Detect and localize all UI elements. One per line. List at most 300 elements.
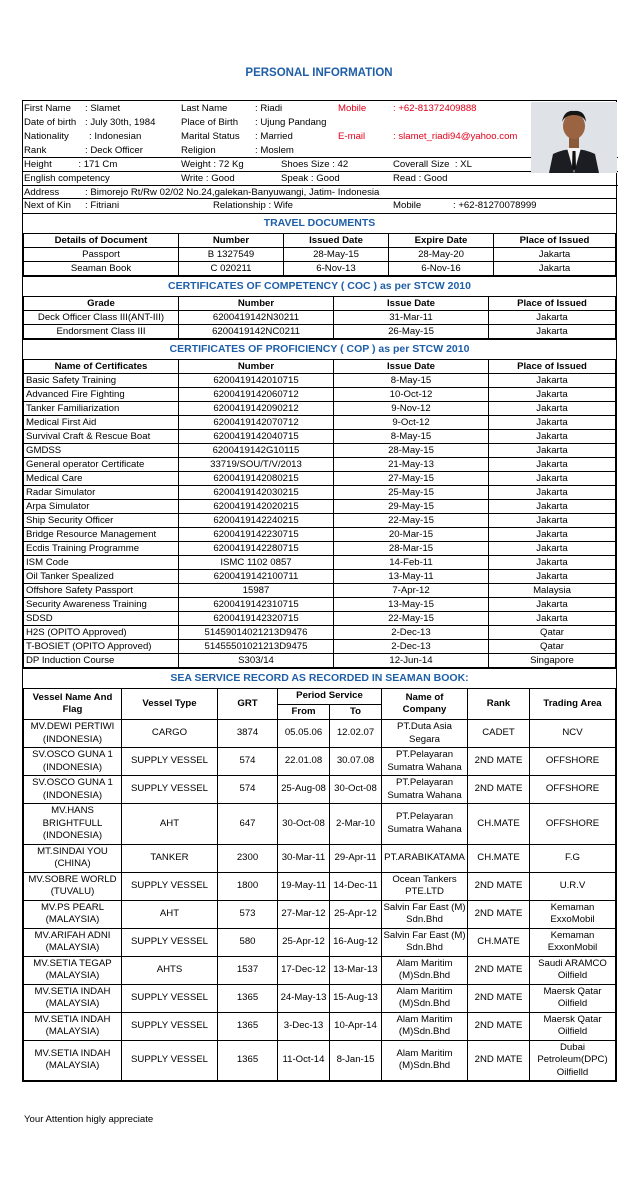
sea-cell: MV.ARIFAH ADNI (MALAYSIA) [24, 928, 122, 956]
cop-cell: Malaysia [489, 584, 616, 598]
pob-label: Place of Birth [181, 117, 239, 128]
sea-cell: 2ND MATE [468, 872, 530, 900]
cop-cell: 6200419142280715 [179, 542, 334, 556]
cop-cell: Medical Care [24, 472, 179, 486]
last-name-value: : Riadi [255, 103, 283, 114]
cop-cell: T-BOSIET (OPITO Approved) [24, 640, 179, 654]
sea-cell: Kemaman ExxoMobil [530, 900, 616, 928]
sea-cell: OFFSHORE [530, 748, 616, 776]
sea-cell: 25-Aug-08 [278, 776, 330, 804]
travel-cell: B 1327549 [179, 248, 284, 262]
sea-cell: 1365 [218, 1012, 278, 1040]
coc-col-number: Number [179, 297, 334, 311]
cop-cell: Jakarta [489, 528, 616, 542]
sea-cell: 2ND MATE [468, 984, 530, 1012]
sea-cell: 574 [218, 748, 278, 776]
cop-cell: H2S (OPITO Approved) [24, 626, 179, 640]
cop-cell: 6200419142020215 [179, 500, 334, 514]
sea-row [24, 1040, 616, 1081]
coc-heading: CERTIFICATES OF COMPETENCY ( COC ) as per STCW 2010 [168, 280, 471, 292]
cop-cell: Jakarta [489, 612, 616, 626]
coc-col-place: Place of Issued [489, 297, 616, 311]
cop-cell: 2-Dec-13 [334, 640, 489, 654]
sea-cell: 3874 [218, 720, 278, 748]
coverall-value: Coverall Size : XL [393, 159, 472, 170]
coc-col-date: Issue Date [334, 297, 489, 311]
sea-row [24, 1012, 616, 1040]
sea-heading: SEA SERVICE RECORD AS RECORDED IN SEAMAN BOOK: [170, 672, 469, 684]
sea-cell: 2ND MATE [468, 900, 530, 928]
sea-row [24, 956, 616, 984]
cop-cell: 6200419142080215 [179, 472, 334, 486]
sea-cell: 17-Dec-12 [278, 956, 330, 984]
cop-cell: Jakarta [489, 374, 616, 388]
cop-cell: Medical First Aid [24, 416, 179, 430]
sea-cell: 8-Jan-15 [330, 1040, 382, 1081]
sea-cell: PT.Pelayaran Sumatra Wahana [382, 776, 468, 804]
sea-cell: MV.SETIA INDAH (MALAYSIA) [24, 1040, 122, 1081]
sea-cell: Salvin Far East (M) Sdn.Bhd [382, 928, 468, 956]
travel-cell: C 020211 [179, 262, 284, 276]
sea-cell: 15-Aug-13 [330, 984, 382, 1012]
sea-cell: 1800 [218, 872, 278, 900]
cop-cell: Jakarta [489, 598, 616, 612]
cop-row [24, 584, 616, 598]
sea-cell: Saudi ARAMCO Oilfield [530, 956, 616, 984]
sea-cell: PT.Pelayaran Sumatra Wahana [382, 748, 468, 776]
travel-col-details: Details of Document [24, 234, 179, 248]
cop-row [24, 486, 616, 500]
cop-row [24, 374, 616, 388]
coc-row [24, 311, 616, 325]
nationality-value: : Indonesian [89, 131, 142, 142]
sea-cell: 19-May-11 [278, 872, 330, 900]
sea-cell: 27-Mar-12 [278, 900, 330, 928]
cop-cell: Jakarta [489, 388, 616, 402]
sea-cell: 16-Aug-12 [330, 928, 382, 956]
sea-table [23, 688, 616, 1081]
row-next-of-kin [22, 199, 617, 214]
sea-cell: MV.DEWI PERTIWI (INDONESIA) [24, 720, 122, 748]
address-value: : Bimorejo Rt/Rw 02/02 No.24,galekan-Banyuwangi, Jatim- Indonesia [85, 187, 380, 198]
sea-cell: Kemaman ExxonMobil [530, 928, 616, 956]
cop-cell: ISM Code [24, 556, 179, 570]
cop-cell: Radar Simulator [24, 486, 179, 500]
sea-cell: AHT [122, 900, 218, 928]
write-value: Write : Good [181, 173, 235, 184]
speak-value: Speak : Good [281, 173, 340, 184]
cop-cell: GMDSS [24, 444, 179, 458]
sea-cell: 14-Dec-11 [330, 872, 382, 900]
sea-cell: Salvin Far East (M) Sdn.Bhd [382, 900, 468, 928]
cop-cell: Jakarta [489, 416, 616, 430]
sea-cell: MV.SETIA INDAH (MALAYSIA) [24, 1012, 122, 1040]
dob-value: : July 30th, 1984 [85, 117, 156, 128]
sea-cell: 2ND MATE [468, 776, 530, 804]
sea-cell: SUPPLY VESSEL [122, 776, 218, 804]
cop-row [24, 598, 616, 612]
coc-cell: 6200419142N30211 [179, 311, 334, 325]
sea-cell: 2ND MATE [468, 956, 530, 984]
cop-col-name: Name of Certificates [24, 360, 179, 374]
cop-header-row [24, 360, 616, 374]
travel-row [24, 262, 616, 276]
cop-cell: Jakarta [489, 486, 616, 500]
travel-cell: 6-Nov-16 [389, 262, 494, 276]
sea-cell: U.R.V [530, 872, 616, 900]
cop-cell: 9-Oct-12 [334, 416, 489, 430]
sea-cell: MV.SOBRE WORLD (TUVALU) [24, 872, 122, 900]
kin-label: Next of Kin [24, 200, 71, 211]
sea-cell: Dubai Petroleum(DPC) Oilfielld [530, 1040, 616, 1081]
rank-label: Rank [24, 145, 47, 156]
coc-col-grade: Grade [24, 297, 179, 311]
cop-cell: 27-May-15 [334, 472, 489, 486]
weight-value: Weight : 72 Kg [181, 159, 244, 170]
cop-col-place: Place of Issued [489, 360, 616, 374]
sea-cell: 2300 [218, 844, 278, 872]
last-name-label: Last Name [181, 103, 228, 114]
cop-cell: 28-Mar-15 [334, 542, 489, 556]
cop-cell: 12-Jun-14 [334, 654, 489, 668]
cop-cell: 6200419142320715 [179, 612, 334, 626]
sea-cell: 25-Apr-12 [330, 900, 382, 928]
sea-row [24, 928, 616, 956]
cop-cell: 8-May-15 [334, 430, 489, 444]
sea-cell: 2ND MATE [468, 1012, 530, 1040]
cop-cell: 6200419142G10115 [179, 444, 334, 458]
sea-cell: 574 [218, 776, 278, 804]
sea-col-to: To [330, 704, 382, 720]
travel-cell: Passport [24, 248, 179, 262]
sea-row [24, 872, 616, 900]
cop-cell: 6200419142090212 [179, 402, 334, 416]
sea-cell: F.G [530, 844, 616, 872]
cop-cell: Qatar [489, 626, 616, 640]
pob-value: : Ujung Pandang [255, 117, 327, 128]
cop-cell: 6200419142040715 [179, 430, 334, 444]
coc-row [24, 325, 616, 339]
sea-cell: 30-Oct-08 [330, 776, 382, 804]
sea-cell: 29-Apr-11 [330, 844, 382, 872]
sea-row [24, 984, 616, 1012]
cop-cell: General operator Certificate [24, 458, 179, 472]
cop-cell: Jakarta [489, 570, 616, 584]
sea-cell: PT.Duta Asia Segara [382, 720, 468, 748]
sea-cell: 2ND MATE [468, 748, 530, 776]
sea-cell: MV.SETIA TEGAP (MALAYSIA) [24, 956, 122, 984]
cop-cell: Jakarta [489, 556, 616, 570]
cop-row [24, 556, 616, 570]
cop-cell: 6200419142010715 [179, 374, 334, 388]
cop-cell: 13-May-15 [334, 598, 489, 612]
sea-cell: SUPPLY VESSEL [122, 872, 218, 900]
mobile-label: Mobile [338, 103, 367, 114]
marital-value: : Married [255, 131, 293, 142]
sea-cell: NCV [530, 720, 616, 748]
sea-cell: 11-Oct-14 [278, 1040, 330, 1081]
coc-table [23, 296, 616, 339]
sea-cell: 24-May-13 [278, 984, 330, 1012]
travel-cell: 6-Nov-13 [284, 262, 389, 276]
cop-cell: 51455501021213D9475 [179, 640, 334, 654]
kin-mobile-value: : +62-81270078999 [453, 200, 537, 211]
shoes-value: Shoes Size : 42 [281, 159, 349, 170]
sea-cell: 10-Apr-14 [330, 1012, 382, 1040]
sea-cell: 22.01.08 [278, 748, 330, 776]
sea-cell: 2ND MATE [468, 1040, 530, 1081]
sea-cell: MV.SETIA INDAH (MALAYSIA) [24, 984, 122, 1012]
relationship-value: Relationship : Wife [213, 200, 293, 211]
cop-cell: 28-May-15 [334, 444, 489, 458]
mobile-value: : +62-81372409888 [393, 103, 477, 114]
cop-cell: 9-Nov-12 [334, 402, 489, 416]
sea-cell: AHT [122, 804, 218, 845]
sea-row [24, 900, 616, 928]
sea-cell: TANKER [122, 844, 218, 872]
cop-cell: 7-Apr-12 [334, 584, 489, 598]
travel-cell: 28-May-20 [389, 248, 494, 262]
coc-header-row [24, 297, 616, 311]
cop-row [24, 430, 616, 444]
coc-cell: Endorsment Class III [24, 325, 179, 339]
cop-col-date: Issue Date [334, 360, 489, 374]
cop-cell: 13-May-11 [334, 570, 489, 584]
cop-heading: CERTIFICATES OF PROFICIENCY ( COP ) as per STCW 2010 [169, 343, 470, 355]
cop-cell: ISMC 1102 0857 [179, 556, 334, 570]
cop-row [24, 612, 616, 626]
email-value[interactable]: : slamet_riadi94@yahoo.com [393, 131, 518, 142]
cop-cell: 6200419142060712 [179, 388, 334, 402]
cop-cell: 2-Dec-13 [334, 626, 489, 640]
cop-cell: Oil Tanker Spealized [24, 570, 179, 584]
travel-col-expire: Expire Date [389, 234, 494, 248]
sea-cell: MV.PS PEARL (MALAYSIA) [24, 900, 122, 928]
sea-cell: 2-Mar-10 [330, 804, 382, 845]
sea-cell: 1365 [218, 1040, 278, 1081]
sea-cell: MV.HANS BRIGHTFULL (INDONESIA) [24, 804, 122, 845]
sea-cell: Ocean Tankers PTE.LTD [382, 872, 468, 900]
cop-cell: 6200419142100711 [179, 570, 334, 584]
height-value: Height : 171 Cm [24, 159, 118, 170]
sea-cell: 580 [218, 928, 278, 956]
sea-row [24, 776, 616, 804]
cop-cell: Arpa Simulator [24, 500, 179, 514]
travel-cell: Seaman Book [24, 262, 179, 276]
cop-row [24, 626, 616, 640]
sea-header-row [24, 689, 616, 705]
sea-cell: 647 [218, 804, 278, 845]
cop-cell: DP Induction Course [24, 654, 179, 668]
religion-value: : Moslem [255, 145, 294, 156]
cop-cell: 6200419142030215 [179, 486, 334, 500]
sea-cell: Maersk Qatar Oilfield [530, 984, 616, 1012]
sea-col-rank: Rank [468, 689, 530, 720]
cop-cell: Ship Security Officer [24, 514, 179, 528]
english-label: English competency [24, 173, 110, 184]
cop-row [24, 472, 616, 486]
cop-cell: 6200419142230715 [179, 528, 334, 542]
coc-cell: 31-Mar-11 [334, 311, 489, 325]
cop-cell: Jakarta [489, 430, 616, 444]
sea-col-period: Period Service [278, 689, 382, 705]
sea-section [22, 669, 617, 1082]
cop-cell: 6200419142240215 [179, 514, 334, 528]
sea-cell: 1365 [218, 984, 278, 1012]
sea-col-area: Trading Area [530, 689, 616, 720]
cop-cell: 6200419142070712 [179, 416, 334, 430]
cop-cell: 20-Mar-15 [334, 528, 489, 542]
cop-cell: Survival Craft & Rescue Boat [24, 430, 179, 444]
page-title: PERSONAL INFORMATION [245, 67, 393, 79]
cop-cell: Offshore Safety Passport [24, 584, 179, 598]
cop-row [24, 388, 616, 402]
cop-cell: Ecdis Training Programme [24, 542, 179, 556]
cop-cell: 51459014021213D9476 [179, 626, 334, 640]
sea-cell: SV.OSCO GUNA 1 (INDONESIA) [24, 748, 122, 776]
travel-cell: 28-May-15 [284, 248, 389, 262]
sea-cell: 25-Apr-12 [278, 928, 330, 956]
cop-cell: Jakarta [489, 542, 616, 556]
sea-cell: 30-Mar-11 [278, 844, 330, 872]
sea-col-from: From [278, 704, 330, 720]
kin-value: : Fitriani [85, 200, 120, 211]
cop-cell: S303/14 [179, 654, 334, 668]
marital-label: Marital Status [181, 131, 240, 142]
cop-row [24, 500, 616, 514]
sea-cell: Alam Maritim (M)Sdn.Bhd [382, 956, 468, 984]
cop-cell: 6200419142310715 [179, 598, 334, 612]
dob-label: Date of birth [24, 117, 77, 128]
sea-col-company: Name of Company [382, 689, 468, 720]
cop-cell: Jakarta [489, 402, 616, 416]
sea-cell: 30.07.08 [330, 748, 382, 776]
travel-col-number: Number [179, 234, 284, 248]
sea-cell: 573 [218, 900, 278, 928]
coc-cell: 6200419142NC0211 [179, 325, 334, 339]
sea-cell: CARGO [122, 720, 218, 748]
sea-cell: CH.MATE [468, 844, 530, 872]
coc-section [22, 277, 617, 340]
cop-cell: 22-May-15 [334, 514, 489, 528]
coc-cell: 26-May-15 [334, 325, 489, 339]
first-name-value: : Slamet [85, 103, 121, 114]
cop-cell: 8-May-15 [334, 374, 489, 388]
cop-cell: 14-Feb-11 [334, 556, 489, 570]
travel-col-place: Place of Issued [494, 234, 616, 248]
sea-row [24, 804, 616, 845]
cop-row [24, 570, 616, 584]
sea-col-type: Vessel Type [122, 689, 218, 720]
cop-row [24, 444, 616, 458]
cop-row [24, 416, 616, 430]
address-label: Address [24, 187, 60, 198]
personal-info [22, 100, 617, 199]
nationality-label: Nationality [24, 131, 69, 142]
sea-cell: OFFSHORE [530, 804, 616, 845]
sea-cell: CADET [468, 720, 530, 748]
travel-row [24, 248, 616, 262]
cop-cell: Singapore [489, 654, 616, 668]
sea-cell: CH.MATE [468, 928, 530, 956]
sea-row [24, 720, 616, 748]
sea-col-grt: GRT [218, 689, 278, 720]
cop-table [23, 359, 616, 668]
profile-photo [531, 102, 617, 173]
cop-row [24, 654, 616, 668]
coc-cell: Jakarta [489, 311, 616, 325]
sea-cell: SV.OSCO GUNA 1 (INDONESIA) [24, 776, 122, 804]
sea-cell: Maersk Qatar Oilfield [530, 1012, 616, 1040]
sea-cell: PT.Pelayaran Sumatra Wahana [382, 804, 468, 845]
first-name-label: First Name [24, 103, 71, 114]
cop-cell: Advanced Fire Fighting [24, 388, 179, 402]
cop-cell: Jakarta [489, 444, 616, 458]
sea-cell: SUPPLY VESSEL [122, 748, 218, 776]
sea-cell: 12.02.07 [330, 720, 382, 748]
travel-cell: Jakarta [494, 262, 616, 276]
cop-section [22, 340, 617, 669]
travel-table [23, 233, 616, 276]
cop-row [24, 640, 616, 654]
cop-cell: 33719/SOU/T/V/2013 [179, 458, 334, 472]
travel-col-issued: Issued Date [284, 234, 389, 248]
sea-cell: SUPPLY VESSEL [122, 1040, 218, 1081]
read-value: Read : Good [393, 173, 448, 184]
cop-col-number: Number [179, 360, 334, 374]
sea-cell: Alam Maritim (M)Sdn.Bhd [382, 1040, 468, 1081]
cop-cell: Security Awareness Training [24, 598, 179, 612]
cop-cell: SDSD [24, 612, 179, 626]
cop-cell: Jakarta [489, 500, 616, 514]
sea-cell: SUPPLY VESSEL [122, 984, 218, 1012]
coc-cell: Deck Officer Class III(ANT-III) [24, 311, 179, 325]
cop-row [24, 458, 616, 472]
cop-row [24, 402, 616, 416]
coc-cell: Jakarta [489, 325, 616, 339]
sea-cell: SUPPLY VESSEL [122, 928, 218, 956]
sea-cell: Alam Maritim (M)Sdn.Bhd [382, 984, 468, 1012]
cop-cell: 15987 [179, 584, 334, 598]
cv-document [22, 100, 617, 1082]
sea-row [24, 844, 616, 872]
religion-label: Religion [181, 145, 216, 156]
cop-row [24, 542, 616, 556]
cop-row [24, 528, 616, 542]
cop-cell: Qatar [489, 640, 616, 654]
email-label: E-mail [338, 131, 366, 142]
cop-cell: 25-May-15 [334, 486, 489, 500]
sea-cell: SUPPLY VESSEL [122, 1012, 218, 1040]
sea-cell: MT.SINDAI YOU (CHINA) [24, 844, 122, 872]
sea-cell: Alam Maritim (M)Sdn.Bhd [382, 1012, 468, 1040]
sea-cell: AHTS [122, 956, 218, 984]
cop-cell: 21-May-13 [334, 458, 489, 472]
cop-cell: Jakarta [489, 472, 616, 486]
sea-col-vessel: Vessel Name And Flag [24, 689, 122, 720]
travel-cell: Jakarta [494, 248, 616, 262]
sea-cell: 05.05.06 [278, 720, 330, 748]
sea-row [24, 748, 616, 776]
cop-cell: 10-Oct-12 [334, 388, 489, 402]
cop-cell: Bridge Resource Management [24, 528, 179, 542]
travel-header-row [24, 234, 616, 248]
cop-cell: 22-May-15 [334, 612, 489, 626]
travel-section [22, 214, 617, 277]
cop-cell: Basic Safety Training [24, 374, 179, 388]
sea-cell: OFFSHORE [530, 776, 616, 804]
cop-cell: Jakarta [489, 514, 616, 528]
